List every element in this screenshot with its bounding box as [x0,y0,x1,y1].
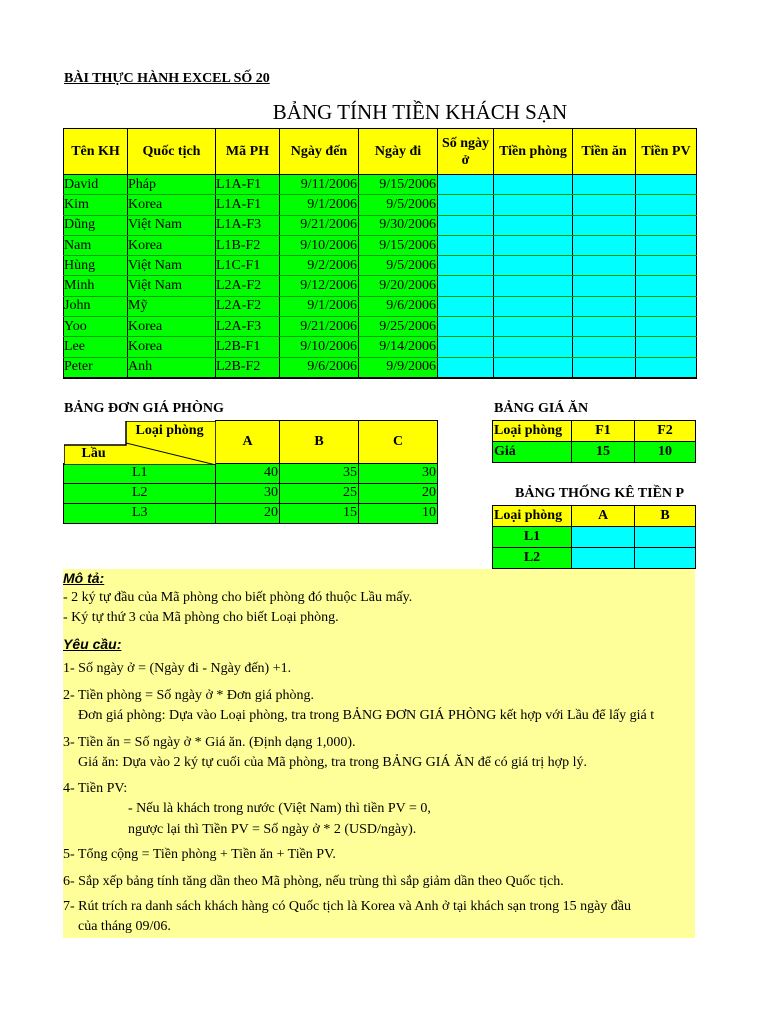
cell-room-code[interactable]: L2B-F2 [216,357,280,378]
cell-room-code[interactable]: L2B-F1 [216,337,280,357]
table-row [64,337,697,357]
col-header-departure[interactable]: Ngày đi [359,129,438,175]
stat-table-title: BẢNG THỐNG KÊ TIỀN P [515,486,685,501]
cell-empty[interactable] [636,296,697,316]
cell-arrival[interactable]: 9/2/2006 [280,256,359,276]
stat-header-room-type[interactable]: Loại phòng [493,506,572,527]
cell-arrival[interactable]: 9/6/2006 [280,357,359,378]
cell-departure[interactable]: 9/15/2006 [359,175,438,195]
cell-empty[interactable] [494,256,573,276]
food-header-f1[interactable]: F1 [572,421,635,442]
cell-departure[interactable]: 9/15/2006 [359,235,438,255]
stat-cell[interactable] [572,527,635,548]
cell-empty[interactable] [494,235,573,255]
cell-name[interactable]: John [64,296,128,316]
cell-empty[interactable] [438,175,494,195]
cell-departure[interactable]: 9/9/2006 [359,357,438,378]
cell-arrival[interactable]: 9/21/2006 [280,215,359,235]
table-row [64,195,697,215]
cell-empty[interactable] [494,215,573,235]
cell-name[interactable]: Kim [64,195,128,215]
description-line: - 2 ký tự đầu của Mã phòng cho biết phòng đó thuộc Lầu mấy. [63,590,413,605]
cell-name[interactable]: Lee [64,337,128,357]
table-row [64,235,697,255]
table-row [64,463,438,483]
cell-arrival[interactable]: 9/1/2006 [280,296,359,316]
cell-empty[interactable] [438,337,494,357]
cell-empty[interactable] [573,256,636,276]
requirement-line: 5- Tổng cộng = Tiền phòng + Tiền ăn + Tiền PV. [63,847,336,862]
food-price-f2[interactable]: 10 [635,442,696,463]
table-row [64,296,697,316]
col-header-arrival[interactable]: Ngày đến [280,129,359,175]
price-table-title: BẢNG ĐƠN GIÁ PHÒNG [64,401,224,416]
requirement-line: ngược lại thì Tiền PV = Số ngày ở * 2 (USD/ngày). [128,822,417,837]
requirement-line: Giá ăn: Dựa vào 2 ký tự cuối của Mã phòng, tra trong BẢNG GIÁ ĂN để có giá trị hợp lý. [78,755,587,770]
stat-cell[interactable] [635,527,696,548]
cell-arrival[interactable]: 9/12/2006 [280,276,359,296]
col-header-room-fee[interactable]: Tiền phòng [494,129,573,175]
corner-floor: Lầu [81,445,106,461]
requirement-line: Đơn giá phòng: Dựa vào Loại phòng, tra trong BẢNG ĐƠN GIÁ PHÒNG kết hợp với Lầu để lấy giá t [78,708,655,723]
cell-name[interactable]: Yoo [64,317,128,337]
room-price-table [63,420,438,524]
cell-empty[interactable] [636,337,697,357]
requirement-line: - Nếu là khách trong nước (Việt Nam) thì tiền PV = 0, [128,801,431,816]
cell-empty[interactable] [438,235,494,255]
price-value[interactable]: 40 [216,463,280,483]
cell-empty[interactable] [573,357,636,378]
cell-empty[interactable] [636,215,697,235]
food-price-label[interactable]: Giá [493,442,572,463]
price-col-c[interactable]: C [359,421,438,464]
cell-empty[interactable] [494,175,573,195]
price-value[interactable]: 15 [280,503,359,523]
cell-name[interactable]: Minh [64,276,128,296]
cell-arrival[interactable]: 9/10/2006 [280,337,359,357]
cell-empty[interactable] [636,276,697,296]
price-corner-cell[interactable] [64,421,216,464]
table-row [64,256,697,276]
cell-nationality[interactable]: Việt Nam [128,215,216,235]
stat-header-b[interactable]: B [635,506,696,527]
cell-departure[interactable]: 9/20/2006 [359,276,438,296]
cell-arrival[interactable]: 9/1/2006 [280,195,359,215]
stat-cell[interactable] [635,548,696,569]
cell-empty[interactable] [573,195,636,215]
cell-departure[interactable]: 9/6/2006 [359,296,438,316]
header-row [64,129,697,175]
price-value[interactable]: 20 [216,503,280,523]
price-floor[interactable]: L2 [64,483,216,503]
cell-nationality[interactable]: Korea [128,317,216,337]
price-value[interactable]: 30 [216,483,280,503]
requirement-line: 1- Số ngày ở = (Ngày đi - Ngày đến) +1. [63,661,292,676]
cell-room-code[interactable]: L2A-F3 [216,317,280,337]
description-heading: Mô tả: [63,570,105,586]
col-header-food-fee[interactable]: Tiền ăn [573,129,636,175]
description-box [63,569,695,938]
cell-nationality[interactable]: Korea [128,235,216,255]
cell-nationality[interactable]: Korea [128,337,216,357]
cell-nationality[interactable]: Việt Nam [128,276,216,296]
table-row [64,317,697,337]
cell-departure[interactable]: 9/30/2006 [359,215,438,235]
cell-empty[interactable] [494,337,573,357]
table-row [64,175,697,195]
cell-empty[interactable] [438,256,494,276]
cell-departure[interactable]: 9/25/2006 [359,317,438,337]
col-header-service-fee[interactable]: Tiền PV [636,129,697,175]
food-header-room-type[interactable]: Loại phòng [493,421,572,442]
cell-nationality[interactable]: Việt Nam [128,256,216,276]
corner-room-type: Loại phòng [135,422,204,438]
cell-empty[interactable] [494,276,573,296]
cell-departure[interactable]: 9/14/2006 [359,337,438,357]
cell-empty[interactable] [438,276,494,296]
cell-arrival[interactable]: 9/11/2006 [280,175,359,195]
stat-row-l1[interactable]: L1 [493,527,572,548]
requirement-line: 6- Sắp xếp bảng tính tăng dần theo Mã phòng, nếu trùng thì sắp giảm dần theo Quốc tịch. [63,874,564,889]
food-price-table [492,420,696,463]
document-label: BÀI THỰC HÀNH EXCEL SỐ 20 [64,71,270,86]
cell-empty[interactable] [438,195,494,215]
price-value[interactable]: 25 [280,483,359,503]
cell-arrival[interactable]: 9/10/2006 [280,235,359,255]
cell-empty[interactable] [573,215,636,235]
cell-nationality[interactable]: Pháp [128,175,216,195]
cell-room-code[interactable]: L1A-F1 [216,175,280,195]
cell-room-code[interactable]: L1A-F1 [216,195,280,215]
col-header-name[interactable]: Tên KH [64,129,128,175]
cell-name[interactable]: Dũng [64,215,128,235]
cell-name[interactable]: Peter [64,357,128,378]
statistics-table [492,505,696,569]
cell-empty[interactable] [573,235,636,255]
cell-empty[interactable] [438,357,494,378]
col-header-nationality[interactable]: Quốc tịch [128,129,216,175]
cell-empty[interactable] [573,296,636,316]
cell-empty[interactable] [494,317,573,337]
description-line: - Ký tự thứ 3 của Mã phòng cho biết Loại phòng. [63,610,339,625]
requirement-line: 2- Tiền phòng = Số ngày ở * Đơn giá phòng. [63,688,314,703]
price-value[interactable]: 20 [359,483,438,503]
price-value[interactable]: 30 [359,463,438,483]
cell-name[interactable]: Hùng [64,256,128,276]
cell-room-code[interactable]: L2A-F2 [216,276,280,296]
stat-row-l2[interactable]: L2 [493,548,572,569]
cell-name[interactable]: David [64,175,128,195]
price-value[interactable]: 10 [359,503,438,523]
price-floor[interactable]: L1 [64,463,216,483]
cell-empty[interactable] [573,317,636,337]
cell-nationality[interactable]: Anh [128,357,216,378]
requirement-line: 3- Tiền ăn = Số ngày ở * Giá ăn. (Định dạng 1,000). [63,735,356,750]
cell-empty[interactable] [573,175,636,195]
cell-empty[interactable] [636,357,697,378]
cell-empty[interactable] [573,337,636,357]
cell-arrival[interactable]: 9/21/2006 [280,317,359,337]
requirement-line: 7- Rút trích ra danh sách khách hàng có Quốc tịch là Korea và Anh ở tại khách sạn trong 15 ngày đầu [63,899,632,914]
table-row [64,483,438,503]
cell-nationality[interactable]: Korea [128,195,216,215]
table-row [64,215,697,235]
price-floor[interactable]: L3 [64,503,216,523]
cell-empty[interactable] [438,317,494,337]
price-col-b[interactable]: B [280,421,359,464]
cell-room-code[interactable]: L1C-F1 [216,256,280,276]
food-header-f2[interactable]: F2 [635,421,696,442]
food-table-title: BẢNG GIÁ ĂN [494,401,589,416]
col-header-days[interactable]: Số ngày ở [438,129,494,175]
hotel-bill-table [63,128,697,379]
requirement-line: 4- Tiền PV: [63,781,128,796]
price-value[interactable]: 35 [280,463,359,483]
cell-room-code[interactable]: L1A-F3 [216,215,280,235]
col-header-room-code[interactable]: Mã PH [216,129,280,175]
requirement-line: của tháng 09/06. [78,919,171,934]
cell-empty[interactable] [636,256,697,276]
table-row [64,357,697,378]
requirements-heading: Yêu cầu: [63,636,122,652]
stat-header-a[interactable]: A [572,506,635,527]
cell-empty[interactable] [573,276,636,296]
price-col-a[interactable]: A [216,421,280,464]
cell-departure[interactable]: 9/5/2006 [359,256,438,276]
main-title: BẢNG TÍNH TIỀN KHÁCH SẠN [272,100,568,124]
cell-empty[interactable] [438,296,494,316]
cell-departure[interactable]: 9/5/2006 [359,195,438,215]
cell-room-code[interactable]: L1B-F2 [216,235,280,255]
cell-nationality[interactable]: Mỹ [128,296,216,316]
stat-cell[interactable] [572,548,635,569]
food-price-f1[interactable]: 15 [572,442,635,463]
table-row [64,276,697,296]
cell-empty[interactable] [636,175,697,195]
table-row [64,503,438,523]
cell-empty[interactable] [636,317,697,337]
cell-empty[interactable] [636,195,697,215]
cell-name[interactable]: Nam [64,235,128,255]
cell-empty[interactable] [494,357,573,378]
cell-empty[interactable] [494,296,573,316]
cell-empty[interactable] [636,235,697,255]
cell-empty[interactable] [494,195,573,215]
cell-room-code[interactable]: L2A-F2 [216,296,280,316]
cell-empty[interactable] [438,215,494,235]
